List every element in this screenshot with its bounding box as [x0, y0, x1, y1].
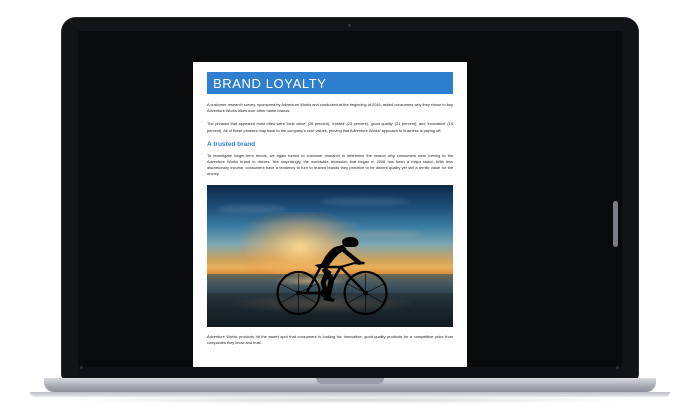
- paragraph-closing: Adventure Works products hit the sweet spot that consumers is looking for: innovative, good-quality products for a competitive price from companies they know and trust.: [207, 333, 453, 345]
- webcam-icon: [348, 24, 351, 27]
- paragraph-intro: A customer research survey, sponsored by Adventure Works and conducted at the beginning of 2016, asked consumers why they chose to buy Adventure Works bikes over other name brands.: [207, 102, 453, 114]
- laptop-lid-left-edge: [62, 18, 78, 380]
- section-heading-trusted-brand: A trusted brand: [207, 140, 256, 148]
- document-title-banner: [207, 72, 453, 94]
- paragraph-trends: To investigate longer-term trends, we again turned to customer research to determine the reason why consumers were turning to the Adventure Works brand in droves. Not surprisingly, the worldwide recession that began in 2008 has been a major factor. With less discretionary income, consumers have a tendency to turn to trusted brands they perceive to be decent quality yet still a terrific value for the money.: [207, 152, 453, 177]
- laptop-lid-right-edge: [622, 18, 638, 380]
- laptop-shadow: [70, 396, 630, 404]
- paragraph-phrases: The phrases that appeared most often were 'best value' (26 percent), 'trusted' (23 percent), 'good quality' (21 percent), and 'innovative' (19 percent). All of these phrases map back to the company's core values, proving that Adventure Works' approach to business is paying off.: [207, 121, 453, 133]
- hinge-dot: [80, 366, 83, 369]
- laptop-base-notch: [316, 378, 384, 384]
- page-title: BRAND LOYALTY: [213, 75, 327, 91]
- document-scrollbar[interactable]: [613, 201, 618, 247]
- hinge-dot: [616, 366, 619, 369]
- laptop-screen: [78, 31, 622, 367]
- cyclist-sunset-image: [207, 185, 453, 327]
- document-page: [193, 62, 467, 367]
- cyclist-silhouette-icon: [269, 227, 397, 319]
